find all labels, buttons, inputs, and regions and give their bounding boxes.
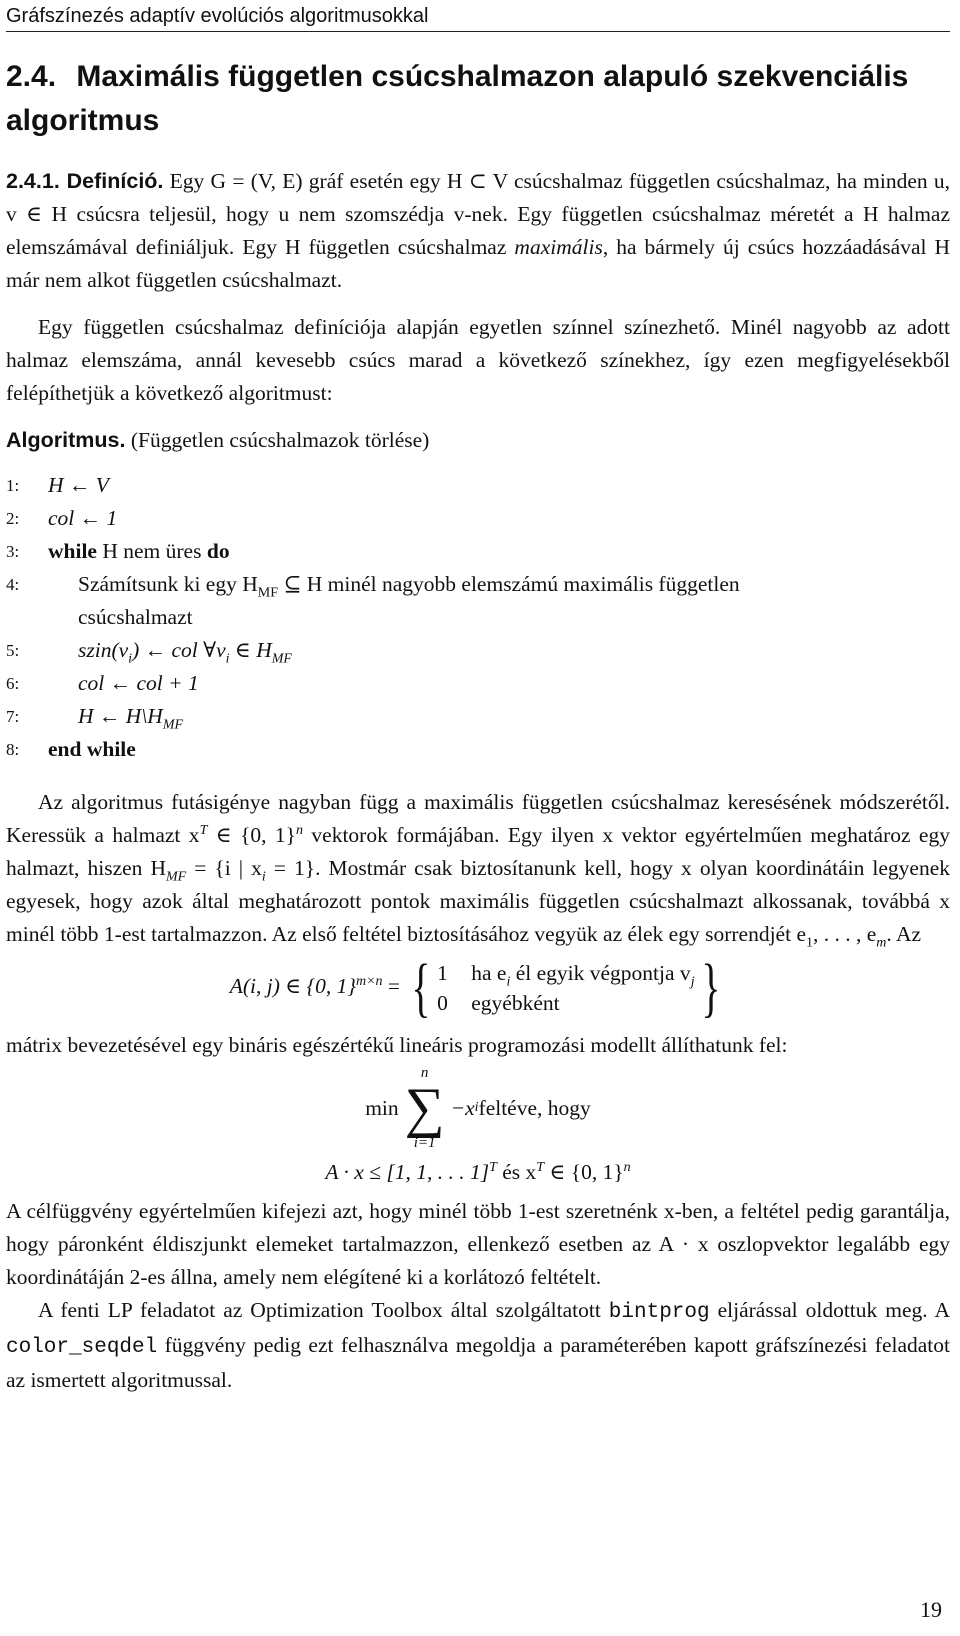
section-heading bbox=[6, 55, 950, 143]
constraint-part: ∈ {0, 1} bbox=[544, 1160, 624, 1184]
algorithm-line bbox=[6, 535, 950, 568]
line-number: 1: bbox=[6, 476, 20, 495]
line-number: 2: bbox=[6, 509, 20, 528]
line-text: col ← 1 bbox=[48, 506, 118, 530]
algorithm-line-continuation bbox=[6, 601, 950, 634]
algorithm-line bbox=[6, 634, 950, 667]
subscript: i bbox=[506, 974, 511, 990]
definition-paragraph bbox=[6, 165, 950, 297]
code-color-seqdel: color_seqdel bbox=[6, 1336, 158, 1359]
running-header: Gráfszínezés adaptív evolúciós algoritmusokkal bbox=[6, 4, 950, 32]
line-number: 8: bbox=[6, 740, 20, 759]
algorithm-line bbox=[6, 700, 950, 733]
line-text-part: ⊆ H minél nagyobb elemszámú maximális független bbox=[277, 572, 740, 596]
paragraph-3: mátrix bevezetésével egy bináris egészértékű lineáris programozási modellt állíthatunk fel: bbox=[6, 1033, 788, 1057]
line-text-part: Számítsunk ki egy H bbox=[78, 572, 258, 596]
subscript: MF bbox=[165, 869, 187, 885]
code-bintprog: bintprog bbox=[608, 1301, 710, 1324]
algorithm-label: Algoritmus. bbox=[6, 428, 126, 452]
definition-text-1: Egy G = (V, E) gráf esetén egy H ⊂ V csúcshalmaz független csúcshalmaz, ha minden u, v ∈ H csúcsra teljesül, hogy u nem szomszédja v-nek. Egy független csúcshalmaz méretét a H halmaz elemszámával definiáljuk. Egy H független csúcshalmaz bbox=[6, 169, 951, 259]
line-number: 4: bbox=[6, 575, 20, 594]
case-condition: ha e bbox=[471, 961, 507, 985]
subscript: MF bbox=[162, 717, 184, 733]
section-number: 2.4. bbox=[6, 60, 57, 93]
right-brace: } bbox=[700, 951, 720, 1024]
superscript: T bbox=[199, 822, 208, 838]
text-part: vektorok formájában. Egy ilyen x vektor egyértelműen meghatároz egy halmazt, hiszen H bbox=[6, 823, 950, 880]
section-title-text: Maximális független csúcshalmazon alapuló szekvenciális algoritmus bbox=[6, 60, 909, 137]
line-text bbox=[48, 700, 950, 733]
subscript: i bbox=[128, 651, 133, 667]
definition-label: 2.4.1. Definíció. bbox=[6, 169, 164, 193]
formula-lhs: A(i, j) ∈ {0, 1} bbox=[229, 973, 356, 998]
sum-lower-limit: i=1 bbox=[413, 1135, 436, 1151]
lp-constraint bbox=[6, 1156, 950, 1189]
objective-term: −x bbox=[450, 1095, 475, 1120]
case-value: 1 bbox=[437, 961, 448, 985]
algorithm-caption: (Független csúcshalmazok törlése) bbox=[130, 428, 430, 452]
superscript: T bbox=[536, 1159, 545, 1175]
text-part: ∈ {0, 1} bbox=[207, 823, 297, 847]
text-part: A fenti LP feladatot az Optimization Toolbox által szolgáltatott bbox=[38, 1298, 609, 1322]
line-text bbox=[48, 634, 950, 667]
page-number: 19 bbox=[920, 1597, 942, 1622]
line-text: H ← V bbox=[48, 473, 109, 497]
paragraph-1: Egy független csúcshalmaz definíciója alapján egyetlen színnel színezhető. Minél nagyobb az adott halmaz elemszáma, annál kevesebb csúcs marad a következő színekhez, így ezen megfigyelésekből felépíthetjük a következő algoritmust: bbox=[6, 315, 950, 405]
superscript: m×n bbox=[355, 973, 383, 989]
sum-upper-limit: n bbox=[420, 1065, 429, 1081]
cases-block bbox=[405, 951, 726, 1024]
line-number: 6: bbox=[6, 674, 20, 693]
algorithm-line bbox=[6, 469, 950, 502]
algorithm-line bbox=[6, 568, 950, 601]
line-text-part: H nem üres bbox=[96, 539, 207, 563]
keyword: do bbox=[206, 539, 230, 563]
case-rows bbox=[437, 958, 694, 1018]
superscript: T bbox=[489, 1159, 497, 1175]
sigma-symbol: ∑ bbox=[404, 1077, 445, 1139]
case-value: 0 bbox=[437, 991, 448, 1015]
paragraph-2 bbox=[6, 786, 950, 951]
line-number: 7: bbox=[6, 707, 20, 726]
line-number: 3: bbox=[6, 542, 20, 561]
lp-objective bbox=[6, 1064, 950, 1152]
case-condition: él egyik végpontja v bbox=[510, 961, 691, 985]
text-part: Az algoritmus futásigénye nagyban függ a maximális független csúcshalmaz keresésének módszerétől. Keressük a halmazt x bbox=[6, 790, 950, 847]
left-brace: { bbox=[411, 951, 431, 1024]
text-part: = 1}. Mostmár csak biztosítanunk kell, hogy x olyan koordinátáin legyenek egyesek, hogy azok által meghatározott pontok maximális független csúcshalmazt alkossanak, továbbá x minél több 1-est tartalmazzon. Az első feltétel biztosításához vegyük az élek egy sorrendjét e bbox=[6, 856, 950, 946]
subscript: MF bbox=[257, 585, 278, 601]
constraint-part: és x bbox=[496, 1160, 537, 1184]
subject-to: feltéve, hogy bbox=[478, 1095, 591, 1120]
text-part: , . . . , e bbox=[812, 922, 877, 946]
line-number: 5: bbox=[6, 641, 20, 660]
constraint-part: A · x ≤ [1, 1, . . . 1] bbox=[325, 1160, 490, 1184]
document-page bbox=[6, 0, 950, 1397]
line-text-part: ) ← col ∀v bbox=[132, 638, 226, 662]
line-text-part: szin(v bbox=[78, 638, 129, 662]
subscript: 1 bbox=[805, 935, 813, 951]
paragraph-5 bbox=[6, 1294, 950, 1397]
text-part: eljárással oldottuk meg. A bbox=[709, 1298, 950, 1322]
algorithm-line bbox=[6, 733, 950, 766]
line-text bbox=[48, 535, 950, 568]
line-text: col ← col + 1 bbox=[78, 671, 199, 695]
paragraph-4: A célfüggvény egyértelműen kifejezi azt, hogy minél több 1-est szeretnénk x-ben, a feltétel pedig garantálja, hogy páronként éldiszjunkt elemeket tartalmazzon, ellenkező esetben az A · x oszlopvektor legalább egy koordinátáján 2-es állna, amely nem elégítené ki a korlátozó feltételt. bbox=[6, 1199, 950, 1289]
subscript: MF bbox=[271, 651, 292, 667]
algorithm-line bbox=[6, 502, 950, 535]
text-part: = {i | x bbox=[186, 856, 262, 880]
line-text bbox=[48, 568, 950, 601]
line-text-part: ∈ H bbox=[229, 638, 272, 662]
subscript: j bbox=[690, 974, 695, 990]
text-part: . Az bbox=[886, 922, 922, 946]
algorithm-block bbox=[6, 424, 950, 766]
superscript: n bbox=[296, 822, 304, 838]
case-condition: egyébként bbox=[471, 991, 560, 1015]
objective-expression: min n ∑ i=1 −x i feltéve, hogy bbox=[365, 1065, 591, 1151]
line-text: csúcshalmazt bbox=[78, 605, 193, 629]
keyword: end while bbox=[48, 737, 136, 761]
sum-operator bbox=[405, 1064, 445, 1152]
definition-text-2: , ha bármely új csúcs hozzáadásával H már nem alkot független csúcshalmazt. bbox=[6, 235, 951, 292]
text-part: függvény pedig ezt felhasználva megoldja a paraméterében kapott gráfszínezési feladatot az ismertett algoritmussal. bbox=[6, 1333, 950, 1392]
subscript: i bbox=[225, 651, 230, 667]
superscript: n bbox=[623, 1159, 631, 1175]
definition-maximal: maximális bbox=[514, 235, 603, 259]
keyword: while bbox=[48, 539, 97, 563]
formula-eq: = bbox=[382, 973, 401, 998]
subscript: m bbox=[876, 935, 887, 951]
min-operator: min bbox=[365, 1095, 399, 1120]
matrix-formula bbox=[6, 951, 950, 1024]
subscript: i bbox=[261, 869, 266, 885]
algorithm-line bbox=[6, 667, 950, 700]
line-text-part: H ← H\H bbox=[78, 704, 163, 728]
